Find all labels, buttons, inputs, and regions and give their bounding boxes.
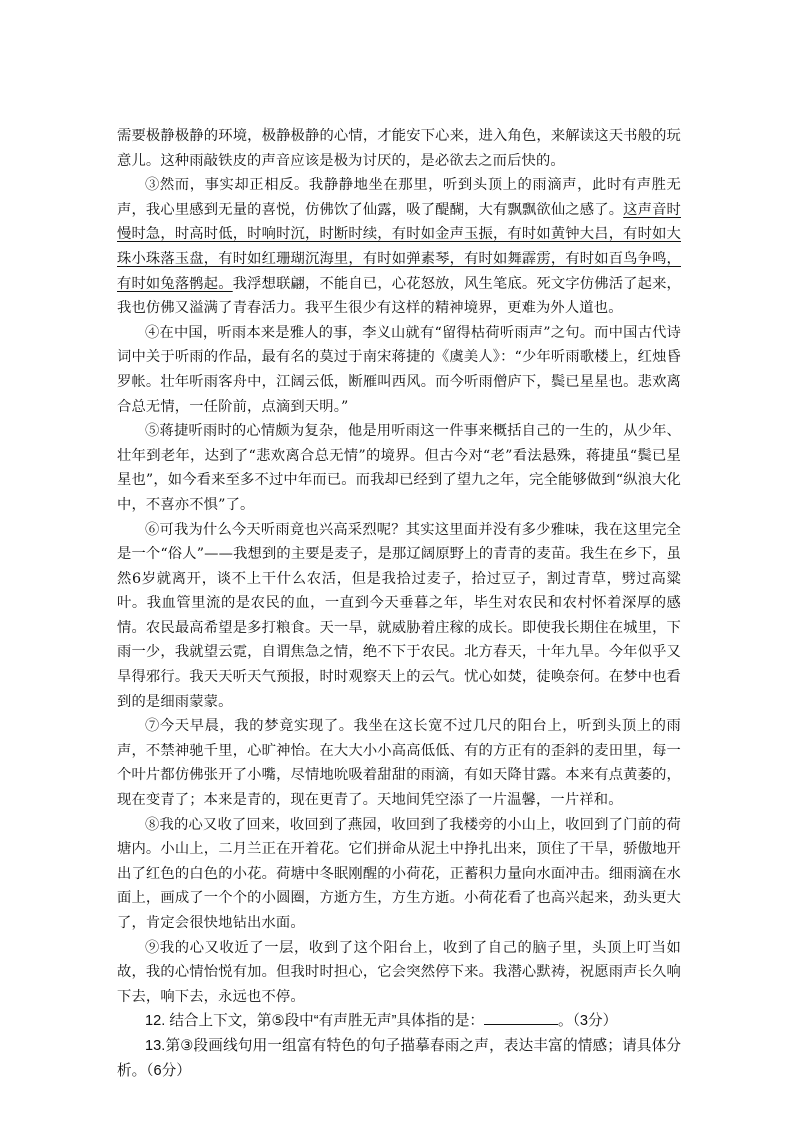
paragraph-3-text-end: 我浮想联翩，不能自已，心花怒放，风生笔底。死文字仿佛活了起来，我也仿佛又溢满了青春活力。我平生很少有这样的精神境界，更难为外人道也。 bbox=[117, 275, 681, 317]
paragraph-6: ⑥可我为什么今天听雨竟也兴高采烈呢？其实这里面并没有多少雅味，我在这里完全是一个“俗人”——我想到的主要是麦子，是那辽阔原野上的青青的麦苗。我生在乡下，虽然6岁就离开，谈不上干什么农活，但是我拾过麦子，拾过豆子，割过青草，劈过高粱叶。我血管里流的是农民的血，一直到今天垂暮之年，毕生对农民和农村怀着深厚的感情。农民最高希望是多打粮食。天一旱，就威胁着庄稼的成长。即使我长期住在城里，下雨一少，我就望云霓，自谓焦急之情，绝不下于农民。北方春天，十年九旱。今年似乎又旱得邪行。我天天听天气预报，时时观察天上的云气。忧心如焚，徒唤奈何。在梦中也看到的是细雨蒙蒙。 bbox=[117, 521, 681, 710]
underlined-sentence: 这声音时慢时急，时高时低，时响时沉，时断时续，有时如金声玉振，有时如黄钟大吕，有时如大珠小珠落玉盘，有时如红珊瑚沉海里，有时如弹素琴，有时如舞霹雳，有时如百鸟争鸣，有时如兔落鹘起。 bbox=[117, 201, 681, 292]
paragraph-8: ⑧我的心又收了回来，收回到了燕园，收回到了我楼旁的小山上，收回到了门前的荷塘内。小山上，二月兰正在开着花。它们拼命从泥土中挣扎出来，顶住了干旱，骄傲地开出了红色的白色的小花。荷塘中冬眠刚醒的小荷花，正蓄积力量向水面冲击。细雨滴在水面上，画成了一个个的小圆圈，方逝方生，方生方逝。小荷花看了也高兴起来，劲头更大了，肯定会很快地钻出水面。 bbox=[117, 816, 681, 931]
paragraph-4: ④在中国，听雨本来是雅人的事，李义山就有“留得枯荷听雨声”之句。而中国古代诗词中关于听雨的作品，最有名的莫过于南宋蒋捷的《虞美人》：“少年听雨歌楼上，红烛昏罗帐。壮年听雨客舟中，江阔云低，断雁叫西风。而今听雨僧庐下，鬓已星星也。悲欢离合总无情，一任阶前，点滴到天明。” bbox=[117, 324, 681, 415]
question-12-points: 。（3分） bbox=[558, 1013, 618, 1030]
paragraph-intro: 需要极静极静的环境，极静极静的心情，才能安下心来，进入角色，来解读这天书般的玩意儿。这种雨敲铁皮的声音应该是极为讨厌的，是必欲去之而后快的。 bbox=[117, 128, 681, 169]
paragraph-5: ⑤蒋捷听雨时的心情颇为复杂，他是用听雨这一件事来概括自己的一生的，从少年、壮年到老年，达到了“悲欢离合总无情”的境界。但古今对“老”看法悬殊，蒋捷虽“鬓已星星也”，如今看来至多不过中年而已。而我却已经到了望九之年，完全能够做到“纵浪大化中，不喜亦不惧”了。 bbox=[117, 423, 681, 513]
paragraph-9: ⑨我的心又收近了一层，收到了这个阳台上，收到了自己的脑子里，头顶上叮当如故，我的心情怡悦有加。但我时时担心，它会突然停下来。我潜心默祷，祝愿雨声长久响下去，响下去，永远也不停。 bbox=[117, 939, 681, 1005]
paragraph-3 bbox=[117, 173, 681, 321]
question-12-prompt: 12. 结合上下文，第⑤段中“有声胜无声”具体指的是： bbox=[145, 1013, 485, 1030]
paragraph-7: ⑦今天早晨，我的梦竟实现了。我坐在这长宽不过几尺的阳台上，听到头顶上的雨声，不禁神驰千里，心旷神怡。在大大小小高高低低、有的方正有的歪斜的麦田里，每一个叶片都仿佛张开了小嘴，尽情地吮吸着甜甜的雨滴，有如天降甘露。本来有点黄萎的，现在变青了；本来是青的，现在更青了。天地间凭空添了一片温馨，一片祥和。 bbox=[117, 718, 681, 809]
passage-body bbox=[117, 124, 681, 1083]
question-12 bbox=[117, 1009, 681, 1034]
paragraph-3-text: ③然而，事实却正相反。我静静地坐在那里，听到头顶上的雨滴声，此时有声胜无声，我心里感到无量的喜悦，仿佛饮了仙露，吸了醍醐，大有飘飘欲仙之感了。 bbox=[117, 177, 681, 218]
answer-blank[interactable] bbox=[484, 1010, 558, 1025]
question-13: 13.第③段画线句用一组富有特色的句子描摹春雨之声，表达丰富的情感；请具体分析。（6分） bbox=[117, 1037, 681, 1079]
